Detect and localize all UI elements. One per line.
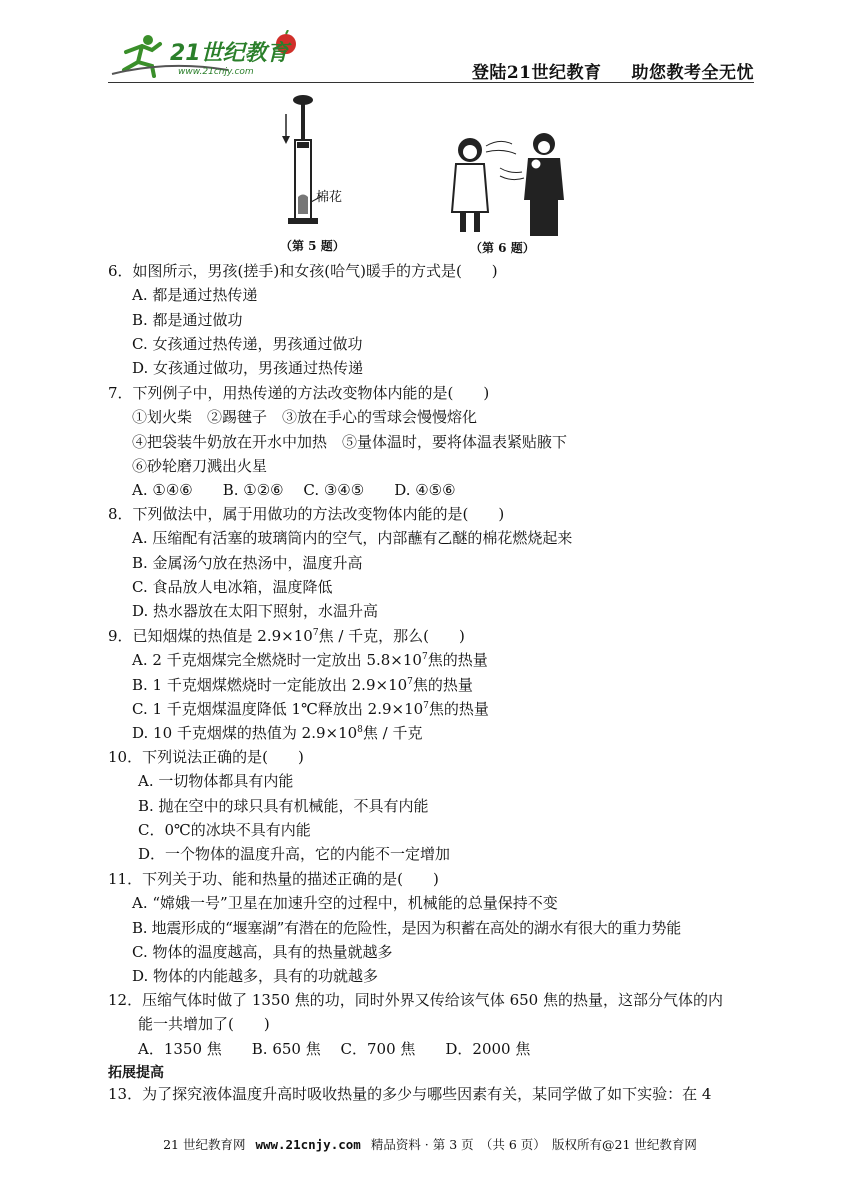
option: B. 1 千克烟煤燃烧时一定能放出 $2.9\times 10^7$焦的热量 (132, 675, 473, 694)
option: C. 女孩通过热传递，男孩通过做功 (132, 334, 363, 353)
question-7 (108, 381, 758, 502)
question-stem: 12．压缩气体时做了 1350 焦的功，同时外界又传给该气体 650 焦的热量，这部分气体的内 (108, 991, 723, 1009)
footer-right: 精品资料 · 第 3 页 （共 6 页） 版权所有@21 世纪教育网 (370, 1137, 697, 1152)
header-divider (108, 82, 754, 83)
question-11 (108, 867, 758, 988)
question-stem-continued: 能一共增加了( ) (138, 1015, 270, 1034)
question-stem: 6．如图所示，男孩(搓手)和女孩(哈气)暖手的方式是( ) (108, 262, 498, 280)
item-line: ⑥砂轮磨刀溅出火星 (132, 456, 268, 475)
option: D. 女孩通过做功，男孩通过热传递 (132, 359, 364, 378)
header-tagline (472, 58, 754, 83)
section-title: 拓展提高 (108, 1065, 164, 1081)
option: B. 地震形成的“堰塞湖”有潜在的危险性，是因为积蓄在高处的湖水有很大的重力势能 (132, 918, 681, 937)
option: D. 10 千克烟煤的热值为 $2.9\times 10^8$焦 / 千克 (132, 724, 423, 743)
option: B. 金属汤勺放在热汤中，温度升高 (132, 553, 363, 572)
item-line: ①划火柴 ②踢毽子 ③放在手心的雪球会慢慢熔化 (132, 408, 478, 427)
question-stem: 13．为了探究液体温度升高时吸收热量的多少与哪些因素有关，某同学做了如下实验：在 4 (108, 1085, 712, 1103)
question-13 (108, 1082, 758, 1106)
question-9 (108, 624, 758, 745)
option: A. 2 千克烟煤完全燃烧时一定放出 $5.8\times 10^7$焦的热量 (132, 651, 488, 670)
option: A. 压缩配有活塞的玻璃筒内的空气，内部蘸有乙醚的棉花燃烧起来 (132, 529, 573, 548)
boy-figure (524, 133, 564, 236)
question-stem: 11．下列关于功、能和热量的描述正确的是( ) (108, 870, 439, 888)
logo-url: www.21cnjy.com (178, 67, 254, 77)
tagline-right: 助您教考全无忧 (631, 63, 754, 83)
option: C. 物体的温度越高，具有的热量就越多 (132, 942, 393, 961)
figure-6-caption: （第 6 题） (470, 241, 535, 255)
option: A. “嫦娥一号”卫星在加速升空的过程中，机械能的总量保持不变 (132, 894, 558, 913)
footer-site: www.21cnjy.com (255, 1137, 361, 1152)
option: A. 都是通过热传递 (132, 286, 258, 305)
breath-lines (486, 141, 524, 179)
figure-5-label: 棉花 (316, 190, 343, 205)
logo-text: 21世纪教育 (170, 41, 289, 66)
options-line: A. ①④⑥ B. ①②⑥ C. ③④⑤ D. ④⑤⑥ (132, 481, 456, 500)
footer-left: 21 世纪教育网 (163, 1137, 246, 1152)
figure-5-fire-syringe (270, 92, 360, 232)
question-stem: 10．下列说法正确的是( ) (108, 748, 304, 766)
girl-figure (452, 138, 488, 232)
option: D. 热水器放在太阳下照射，水温升高 (132, 602, 379, 621)
option: B. 都是通过做功 (132, 310, 243, 329)
question-10 (108, 745, 758, 866)
option: A. 一切物体都具有内能 (138, 772, 294, 791)
option: D. 物体的内能越多，具有的功就越多 (132, 967, 379, 986)
question-12 (108, 988, 758, 1061)
logo (108, 30, 308, 80)
option: B. 抛在空中的球只具有机械能，不具有内能 (138, 796, 429, 815)
question-stem: 7．下列例子中，用热传递的方法改变物体内能的是( ) (108, 384, 490, 402)
page-footer (0, 1135, 860, 1153)
question-8 (108, 502, 758, 623)
option: D．一个物体的温度升高，它的内能不一定增加 (138, 845, 451, 864)
page-header (108, 30, 754, 82)
question-6 (108, 259, 758, 380)
tagline-left: 登陆21世纪教育 (471, 63, 602, 83)
option: C. 食品放人电冰箱，温度降低 (132, 577, 333, 596)
option: C. 1 千克烟煤温度降低 1℃释放出 $2.9\times 10^7$焦的热量 (132, 699, 489, 718)
option: C．0℃的冰块不具有内能 (138, 820, 311, 839)
options-line: A．1350 焦 B. 650 焦 C．700 焦 D．2000 焦 (138, 1039, 531, 1058)
figure-6-warming-hands (440, 128, 580, 240)
question-stem: 9．已知烟煤的热值是 $2.9\times 10^7$焦 / 千克，那么( ) (108, 627, 465, 645)
figure-5-caption: （第 5 题） (280, 239, 345, 253)
question-stem: 8．下列做法中，属于用做功的方法改变物体内能的是( ) (108, 505, 505, 523)
item-line: ④把袋装牛奶放在开水中加热 ⑤量体温时，要将体温表紧贴腋下 (132, 432, 568, 451)
